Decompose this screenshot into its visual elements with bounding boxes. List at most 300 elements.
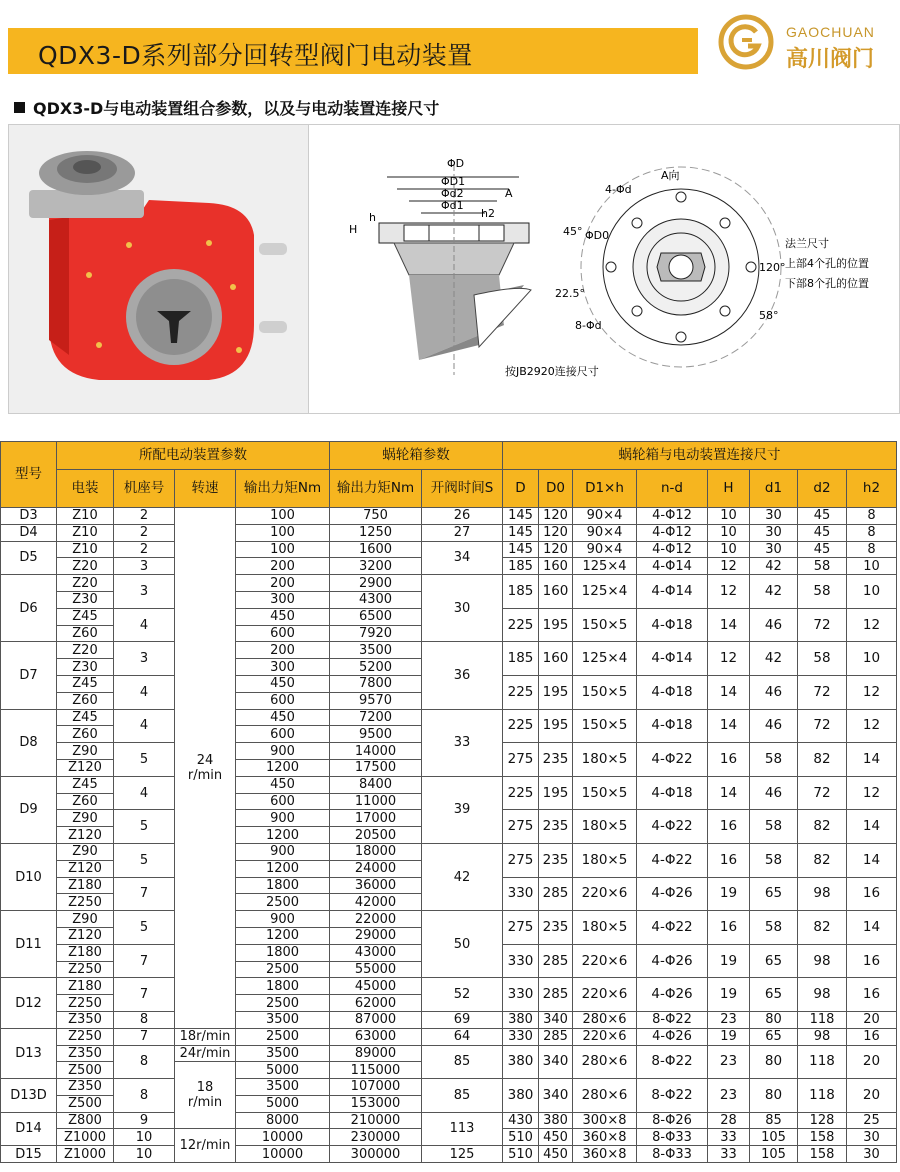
torque-cell: 900 — [236, 743, 330, 760]
dimension-cell: 195 — [539, 608, 573, 642]
dimension-cell: 180×5 — [573, 911, 637, 945]
torque-cell: 200 — [236, 575, 330, 592]
torque-cell: 900 — [236, 810, 330, 827]
dimension-cell: 285 — [539, 978, 573, 1012]
gear-torque-cell: 9500 — [330, 726, 422, 743]
table-group-header — [1, 442, 897, 470]
dimension-cell: 42 — [750, 558, 798, 575]
dimension-cell: 225 — [503, 709, 539, 743]
dimension-cell: 510 — [503, 1146, 539, 1163]
dimension-diagram — [308, 124, 900, 414]
col-header: d1 — [750, 470, 798, 508]
gear-torque-cell: 14000 — [330, 743, 422, 760]
dimension-cell: 160 — [539, 575, 573, 609]
model-name-cell: D8 — [1, 709, 57, 776]
dimension-cell: 340 — [539, 1045, 573, 1079]
open-time-cell: 26 — [422, 508, 503, 525]
motor-cell: Z45 — [57, 675, 114, 692]
dimension-cell: 510 — [503, 1129, 539, 1146]
dimension-cell: 235 — [539, 843, 573, 877]
dimension-cell: 20 — [847, 1011, 897, 1028]
dimension-cell: 220×6 — [573, 944, 637, 978]
dimension-cell: 16 — [708, 810, 750, 844]
open-time-cell: 85 — [422, 1045, 503, 1079]
open-time-cell: 113 — [422, 1112, 503, 1146]
dimension-cell: 85 — [750, 1112, 798, 1129]
open-time-cell: 33 — [422, 709, 503, 776]
frame-cell: 9 — [114, 1112, 175, 1129]
model-name-cell: D4 — [1, 524, 57, 541]
dimension-cell: 380 — [503, 1045, 539, 1079]
gear-torque-cell: 3500 — [330, 642, 422, 659]
torque-cell: 2500 — [236, 894, 330, 911]
dimension-cell: 14 — [847, 911, 897, 945]
open-time-cell: 125 — [422, 1146, 503, 1163]
gear-torque-cell: 230000 — [330, 1129, 422, 1146]
dimension-cell: 8-Φ22 — [637, 1011, 708, 1028]
frame-cell: 4 — [114, 675, 175, 709]
dimension-cell: 125×4 — [573, 575, 637, 609]
torque-cell: 1800 — [236, 978, 330, 995]
dimension-cell: 220×6 — [573, 978, 637, 1012]
torque-cell: 600 — [236, 692, 330, 709]
speed-cell: 18 r/min — [175, 1062, 236, 1129]
dimension-cell: 280×6 — [573, 1079, 637, 1113]
dimension-cell: 72 — [798, 776, 847, 810]
dimension-cell: 158 — [798, 1129, 847, 1146]
motor-cell: Z20 — [57, 575, 114, 592]
gear-torque-cell: 17000 — [330, 810, 422, 827]
torque-cell: 1200 — [236, 860, 330, 877]
dimension-cell: 12 — [847, 675, 897, 709]
label-phiD: ΦD — [447, 157, 465, 170]
gear-torque-cell: 750 — [330, 508, 422, 525]
motor-cell: Z20 — [57, 558, 114, 575]
bullet-square-icon — [14, 102, 25, 113]
dimension-cell: 4-Φ22 — [637, 743, 708, 777]
table-row — [1, 541, 897, 558]
dimension-cell: 80 — [750, 1079, 798, 1113]
open-time-cell: 27 — [422, 524, 503, 541]
table-row — [1, 575, 897, 592]
dimension-cell: 14 — [708, 776, 750, 810]
model-name-cell: D14 — [1, 1112, 57, 1146]
dimension-cell: 330 — [503, 978, 539, 1012]
dimension-cell: 220×6 — [573, 1028, 637, 1045]
dimension-cell: 185 — [503, 642, 539, 676]
dimension-cell: 4-Φ12 — [637, 524, 708, 541]
gear-torque-cell: 115000 — [330, 1062, 422, 1079]
model-name-cell: D13D — [1, 1079, 57, 1113]
dimension-cell: 12 — [847, 709, 897, 743]
col-header: D — [503, 470, 539, 508]
frame-cell: 8 — [114, 1011, 175, 1028]
dimension-cell: 125×4 — [573, 642, 637, 676]
motor-cell: Z120 — [57, 827, 114, 844]
frame-cell: 5 — [114, 843, 175, 877]
table-row — [1, 978, 897, 995]
table-row — [1, 1011, 897, 1028]
col-model: 型号 — [1, 442, 57, 508]
col-header: h2 — [847, 470, 897, 508]
dimension-cell: 72 — [798, 709, 847, 743]
table-row — [1, 1146, 897, 1163]
dimension-cell: 4-Φ14 — [637, 575, 708, 609]
gear-torque-cell: 4300 — [330, 591, 422, 608]
dimension-cell: 10 — [708, 541, 750, 558]
torque-cell: 3500 — [236, 1079, 330, 1096]
logo-text-cn: 高川阀门 — [786, 47, 875, 72]
spec-table — [0, 441, 897, 1163]
torque-cell: 450 — [236, 776, 330, 793]
label-120deg: 120° — [759, 261, 786, 274]
open-time-cell: 52 — [422, 978, 503, 1012]
gaochuan-logo-icon — [718, 14, 774, 70]
gear-torque-cell: 5200 — [330, 659, 422, 676]
dimension-cell: 46 — [750, 608, 798, 642]
dimension-cell: 12 — [708, 558, 750, 575]
col-header: d2 — [798, 470, 847, 508]
motor-cell: Z500 — [57, 1095, 114, 1112]
dimension-cell: 225 — [503, 675, 539, 709]
dimension-cell: 4-Φ18 — [637, 776, 708, 810]
dimension-cell: 33 — [708, 1129, 750, 1146]
dimension-cell: 380 — [503, 1079, 539, 1113]
motor-cell: Z90 — [57, 911, 114, 928]
table-row — [1, 508, 897, 525]
dimension-cell: 4-Φ14 — [637, 642, 708, 676]
motor-cell: Z350 — [57, 1079, 114, 1096]
motor-cell: Z500 — [57, 1062, 114, 1079]
open-time-cell: 69 — [422, 1011, 503, 1028]
gear-torque-cell: 7200 — [330, 709, 422, 726]
dimension-cell: 4-Φ14 — [637, 558, 708, 575]
label-22deg: 22.5° — [555, 287, 585, 300]
gear-torque-cell: 45000 — [330, 978, 422, 995]
dimension-cell: 118 — [798, 1045, 847, 1079]
motor-cell: Z180 — [57, 978, 114, 995]
dimension-cell: 280×6 — [573, 1011, 637, 1028]
gear-torque-cell: 17500 — [330, 759, 422, 776]
model-name-cell: D9 — [1, 776, 57, 843]
dimension-cell: 42 — [750, 575, 798, 609]
torque-cell: 600 — [236, 793, 330, 810]
gear-torque-cell: 210000 — [330, 1112, 422, 1129]
dimension-cell: 220×6 — [573, 877, 637, 911]
dimension-cell: 120 — [539, 541, 573, 558]
speed-cell: 24r/min — [175, 1045, 236, 1062]
dimension-cell: 10 — [847, 575, 897, 609]
torque-cell: 8000 — [236, 1112, 330, 1129]
dimension-cell: 185 — [503, 558, 539, 575]
frame-cell: 3 — [114, 642, 175, 676]
dimension-cell: 58 — [798, 558, 847, 575]
frame-cell: 3 — [114, 575, 175, 609]
col-header: D0 — [539, 470, 573, 508]
header — [0, 0, 900, 80]
gear-torque-cell: 9570 — [330, 692, 422, 709]
gear-torque-cell: 87000 — [330, 1011, 422, 1028]
dimension-cell: 145 — [503, 508, 539, 525]
dimension-cell: 23 — [708, 1045, 750, 1079]
dimension-cell: 8-Φ33 — [637, 1146, 708, 1163]
open-time-cell: 64 — [422, 1028, 503, 1045]
dimension-cell: 285 — [539, 1028, 573, 1045]
brand-logo — [718, 14, 898, 74]
dimension-cell: 90×4 — [573, 541, 637, 558]
motor-cell: Z10 — [57, 524, 114, 541]
dimension-cell: 25 — [847, 1112, 897, 1129]
dimension-cell: 98 — [798, 877, 847, 911]
dimension-cell: 46 — [750, 776, 798, 810]
dimension-cell: 14 — [847, 743, 897, 777]
speed-cell: 18r/min — [175, 1028, 236, 1045]
col-header: 输出力矩Nm — [330, 470, 422, 508]
torque-cell: 3500 — [236, 1045, 330, 1062]
open-time-cell: 34 — [422, 541, 503, 575]
dimension-cell: 65 — [750, 978, 798, 1012]
dimension-cell: 46 — [750, 709, 798, 743]
gear-torque-cell: 62000 — [330, 995, 422, 1012]
gear-torque-cell: 11000 — [330, 793, 422, 810]
table-row — [1, 642, 897, 659]
gear-torque-cell: 29000 — [330, 927, 422, 944]
torque-cell: 1800 — [236, 944, 330, 961]
motor-cell: Z90 — [57, 843, 114, 860]
motor-cell: Z180 — [57, 944, 114, 961]
dimension-cell: 118 — [798, 1011, 847, 1028]
dimension-cell: 14 — [708, 675, 750, 709]
dimension-cell: 10 — [708, 508, 750, 525]
frame-cell: 5 — [114, 743, 175, 777]
torque-cell: 2500 — [236, 995, 330, 1012]
torque-cell: 10000 — [236, 1129, 330, 1146]
table-row — [1, 1079, 897, 1096]
dimension-cell: 58 — [750, 843, 798, 877]
gear-torque-cell: 1250 — [330, 524, 422, 541]
motor-cell: Z30 — [57, 591, 114, 608]
torque-cell: 450 — [236, 608, 330, 625]
torque-cell: 600 — [236, 726, 330, 743]
label-45deg: 45° — [563, 225, 583, 238]
dimension-cell: 58 — [798, 575, 847, 609]
dimension-cell: 120 — [539, 508, 573, 525]
label-lower8: 下部8个孔的位置 — [785, 277, 869, 290]
motor-cell: Z120 — [57, 927, 114, 944]
frame-cell: 7 — [114, 1028, 175, 1045]
model-name-cell: D3 — [1, 508, 57, 525]
table-row — [1, 1112, 897, 1129]
dimension-cell: 16 — [708, 743, 750, 777]
torque-cell: 100 — [236, 541, 330, 558]
label-H: H — [349, 223, 358, 236]
gear-torque-cell: 107000 — [330, 1079, 422, 1096]
dimension-cell: 10 — [847, 642, 897, 676]
dimension-cell: 225 — [503, 776, 539, 810]
dimension-cell: 42 — [750, 642, 798, 676]
dimension-cell: 275 — [503, 843, 539, 877]
table-row — [1, 1028, 897, 1045]
motor-cell: Z1000 — [57, 1146, 114, 1163]
dimension-cell: 235 — [539, 911, 573, 945]
motor-cell: Z90 — [57, 810, 114, 827]
dimension-cell: 58 — [750, 743, 798, 777]
dimension-cell: 380 — [539, 1112, 573, 1129]
open-time-cell: 42 — [422, 843, 503, 910]
col-header: n-d — [637, 470, 708, 508]
motor-cell: Z350 — [57, 1011, 114, 1028]
dimension-cell: 16 — [847, 978, 897, 1012]
dimension-cell: 8 — [847, 524, 897, 541]
dimension-cell: 16 — [847, 944, 897, 978]
dimension-cell: 150×5 — [573, 709, 637, 743]
dimension-cell: 120 — [539, 524, 573, 541]
label-flange: 法兰尺寸 — [785, 237, 829, 250]
table-row — [1, 1045, 897, 1062]
motor-cell: Z20 — [57, 642, 114, 659]
gear-torque-cell: 153000 — [330, 1095, 422, 1112]
dimension-cell: 65 — [750, 944, 798, 978]
frame-cell: 8 — [114, 1045, 175, 1079]
torque-cell: 300 — [236, 659, 330, 676]
dimension-cell: 145 — [503, 524, 539, 541]
label-h: h — [369, 211, 376, 224]
gear-torque-cell: 36000 — [330, 877, 422, 894]
table-body — [1, 508, 897, 1163]
col-group-motor: 所配电动装置参数 — [57, 442, 330, 470]
dimension-cell: 185 — [503, 575, 539, 609]
motor-cell: Z90 — [57, 743, 114, 760]
torque-cell: 900 — [236, 911, 330, 928]
torque-cell: 450 — [236, 675, 330, 692]
page-title: QDX3-D系列部分回转型阀门电动装置 — [38, 41, 473, 70]
gear-torque-cell: 7920 — [330, 625, 422, 642]
col-header: 电装 — [57, 470, 114, 508]
frame-cell: 2 — [114, 541, 175, 558]
dimension-cell: 90×4 — [573, 508, 637, 525]
dimension-cell: 275 — [503, 911, 539, 945]
motor-cell: Z250 — [57, 1028, 114, 1045]
dimension-cell: 4-Φ22 — [637, 911, 708, 945]
dimension-cell: 82 — [798, 810, 847, 844]
motor-cell: Z45 — [57, 776, 114, 793]
motor-cell: Z45 — [57, 608, 114, 625]
motor-cell: Z10 — [57, 508, 114, 525]
torque-cell: 3500 — [236, 1011, 330, 1028]
dimension-cell: 98 — [798, 944, 847, 978]
dimension-cell: 28 — [708, 1112, 750, 1129]
dimension-cell: 8-Φ22 — [637, 1045, 708, 1079]
table-sub-header — [1, 470, 897, 508]
open-time-cell: 85 — [422, 1079, 503, 1113]
motor-cell: Z30 — [57, 659, 114, 676]
col-header: H — [708, 470, 750, 508]
motor-cell: Z10 — [57, 541, 114, 558]
label-8-phid: 8-Φd — [575, 319, 602, 332]
table-row — [1, 709, 897, 726]
torque-cell: 300 — [236, 591, 330, 608]
gear-torque-cell: 300000 — [330, 1146, 422, 1163]
dimension-cell: 4-Φ22 — [637, 810, 708, 844]
dimension-cell: 150×5 — [573, 608, 637, 642]
dimension-cell: 23 — [708, 1079, 750, 1113]
dimension-cell: 90×4 — [573, 524, 637, 541]
label-58deg: 58° — [759, 309, 779, 322]
dimension-cell: 30 — [750, 524, 798, 541]
product-photo — [8, 124, 310, 414]
dimension-cell: 4-Φ12 — [637, 541, 708, 558]
dimension-cell: 58 — [798, 642, 847, 676]
dimension-cell: 19 — [708, 877, 750, 911]
dimension-cell: 98 — [798, 978, 847, 1012]
torque-cell: 10000 — [236, 1146, 330, 1163]
dimension-cell: 380 — [503, 1011, 539, 1028]
gear-torque-cell: 42000 — [330, 894, 422, 911]
dimension-cell: 450 — [539, 1146, 573, 1163]
col-group-connection: 蜗轮箱与电动装置连接尺寸 — [503, 442, 897, 470]
dimension-cell: 118 — [798, 1079, 847, 1113]
dimension-cell: 160 — [539, 558, 573, 575]
frame-cell: 5 — [114, 810, 175, 844]
dimension-cell: 195 — [539, 675, 573, 709]
dimension-cell: 280×6 — [573, 1045, 637, 1079]
dimension-cell: 4-Φ18 — [637, 608, 708, 642]
dimension-cell: 45 — [798, 541, 847, 558]
gear-torque-cell: 20500 — [330, 827, 422, 844]
dimension-cell: 360×8 — [573, 1129, 637, 1146]
dimension-cell: 105 — [750, 1146, 798, 1163]
torque-cell: 1200 — [236, 927, 330, 944]
col-header: 开阀时间S — [422, 470, 503, 508]
table-row — [1, 843, 897, 860]
dimension-cell: 330 — [503, 944, 539, 978]
model-name-cell: D15 — [1, 1146, 57, 1163]
dimension-cell: 45 — [798, 524, 847, 541]
diagram-caption: 按JB2920连接尺寸 — [505, 365, 599, 378]
dimension-cell: 8 — [847, 541, 897, 558]
dimension-cell: 300×8 — [573, 1112, 637, 1129]
motor-cell: Z250 — [57, 961, 114, 978]
gear-torque-cell: 7800 — [330, 675, 422, 692]
gear-torque-cell: 2900 — [330, 575, 422, 592]
dimension-cell: 19 — [708, 944, 750, 978]
dimension-cell: 285 — [539, 944, 573, 978]
dimension-cell: 340 — [539, 1079, 573, 1113]
motor-cell: Z60 — [57, 625, 114, 642]
torque-cell: 900 — [236, 843, 330, 860]
motor-cell: Z60 — [57, 726, 114, 743]
dimension-cell: 8-Φ26 — [637, 1112, 708, 1129]
dimension-cell: 160 — [539, 642, 573, 676]
dimension-cell: 450 — [539, 1129, 573, 1146]
motor-cell: Z45 — [57, 709, 114, 726]
dimension-cell: 4-Φ26 — [637, 1028, 708, 1045]
motor-cell: Z800 — [57, 1112, 114, 1129]
dimension-cell: 8-Φ33 — [637, 1129, 708, 1146]
dimension-cell: 4-Φ18 — [637, 709, 708, 743]
actuator-illustration — [9, 125, 309, 413]
dimension-cell: 285 — [539, 877, 573, 911]
torque-cell: 1800 — [236, 877, 330, 894]
dimension-cell: 23 — [708, 1011, 750, 1028]
col-header: 输出力矩Nm — [236, 470, 330, 508]
dimension-cell: 180×5 — [573, 743, 637, 777]
table-row — [1, 911, 897, 928]
dimension-cell: 72 — [798, 675, 847, 709]
frame-cell: 10 — [114, 1146, 175, 1163]
dimension-cell: 58 — [750, 911, 798, 945]
label-phid1: Φd1 — [441, 199, 464, 212]
